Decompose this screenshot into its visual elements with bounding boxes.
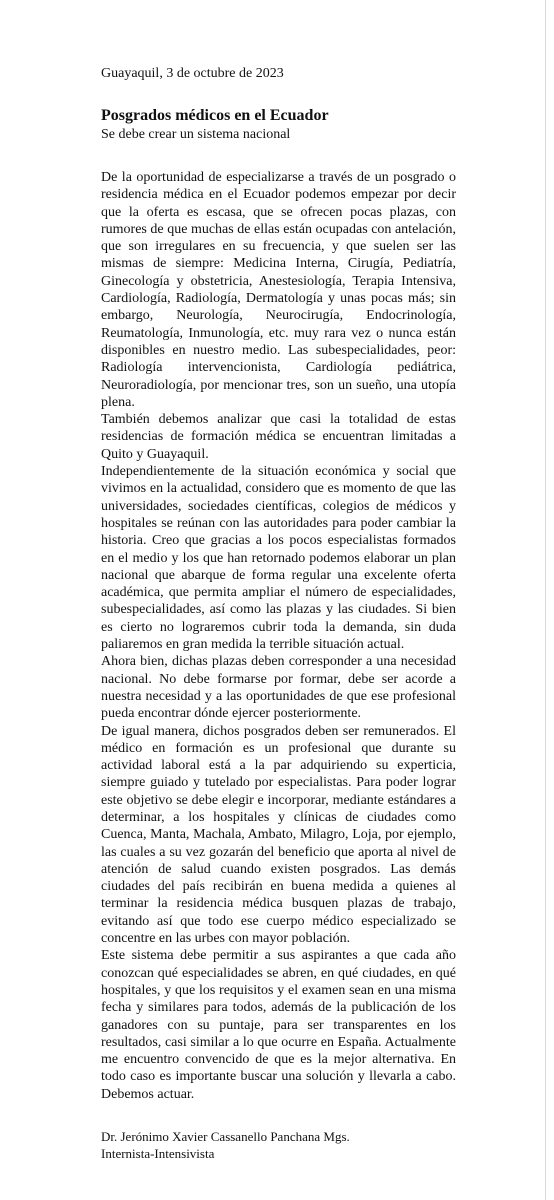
letter-body — [101, 64, 456, 1162]
paragraph-1: De la oportunidad de especializarse a través de un posgrado o residencia médica en el Ecuador podemos empezar por decir que la oferta es escasa, que se ofrecen pocas plazas, con rumores de que muchas de ellas están ocupadas con antelación, que son irregulares en su frecuencia, y que suelen ser las mismas de siempre: Medicina Interna, Cirugía, Pediatría, Ginecología y obstetricia, Anestesiología, Terapia Intensiva, Cardiología, Radiología, Dermatología y unas pocas más; sin embargo, Neurología, Neurocirugía, Endocrinología, Reumatología, Inmunología, etc. muy rara vez o nunca están disponibles en nuestro medio. Las subespecialidades, peor: Radiología intervencionista, Cardiología pediátrica, Neuroradiología, por mencionar tres, son un sueño, una utopía plena. — [101, 170, 456, 410]
article-title: Posgrados médicos en el Ecuador — [101, 107, 329, 124]
page-edge-divider — [545, 0, 546, 1200]
paragraph-6: Este sistema debe permitir a sus aspirantes a que cada año conozcan qué especialidades se abren, en qué ciudades, en qué hospitales, y que los requisitos y el examen sean en una misma fecha y similares para todos, además de la publicación de los ganadores con su puntaje, para ser transparentes en los resultados, casi similar a lo que ocurre en España. Actualmente me encuentro convencido de que es la mejor alternativa. En todo caso es importante buscar una solución y llevarla a cabo. Debemos actuar. — [101, 948, 456, 1102]
signature-name: Dr. Jerónimo Xavier Cassanello Panchana Mgs. — [101, 1129, 350, 1145]
paragraph-4: Ahora bien, dichas plazas deben corresponder a una necesidad nacional. No debe formarse por formar, debe ser acorde a nuestra necesidad y a las oportunidades de que ese profesional pueda encontrar dónde ejercer posteriormente. — [101, 654, 456, 722]
paragraph-2: También debemos analizar que casi la totalidad de estas residencias de formación médica se encuentran limitadas a Quito y Guayaquil. — [101, 412, 456, 462]
paragraph-3: Independientemente de la situación económica y social que vivimos en la actualidad, considero que es momento de que las universidades, sociedades científicas, colegios de médicos y hospitales se reúnan con las autoridades para poder cambiar la historia. Creo que gracias a los pocos especialistas formados en el medio y los que han retornado podemos elaborar un plan nacional que abarque de forma regular una excelente oferta académica, que permita ampliar el número de especialidades, subespecialidades, así como las plazas y las ciudades. Si bien es cierto no lograremos cubrir toda la demanda, sin duda paliaremos en gran medida la terrible situación actual. — [101, 464, 456, 653]
paragraph-5: De igual manera, dichos posgrados deben ser remunerados. El médico en formación es un profesional que durante su actividad laboral está a la par adquiriendo su experticia, siempre guiado y tutelado por especialistas. Para poder lograr este objetivo se debe elegir e incorporar, mediante estándares a determinar, a los hospitales y clínicas de ciudades como Cuenca, Manta, Machala, Ambato, Milagro, Loja, por ejemplo, las cuales a su vez gozarán del beneficio que aporta al nivel de atención de salud cuando existen posgrados. Las demás ciudades del país recibirán en buena medida a quienes al terminar la residencia médica busquen plazas de trabajo, evitando así que todo ese cuerpo médico especializado se concentre en las urbes con mayor población. — [101, 723, 456, 947]
signature-role: Internista-Intensivista — [101, 1146, 215, 1162]
article-subtitle: Se debe crear un sistema nacional — [101, 127, 291, 142]
signature-block — [101, 1128, 456, 1162]
date-line: Guayaquil, 3 de octubre de 2023 — [101, 66, 284, 81]
